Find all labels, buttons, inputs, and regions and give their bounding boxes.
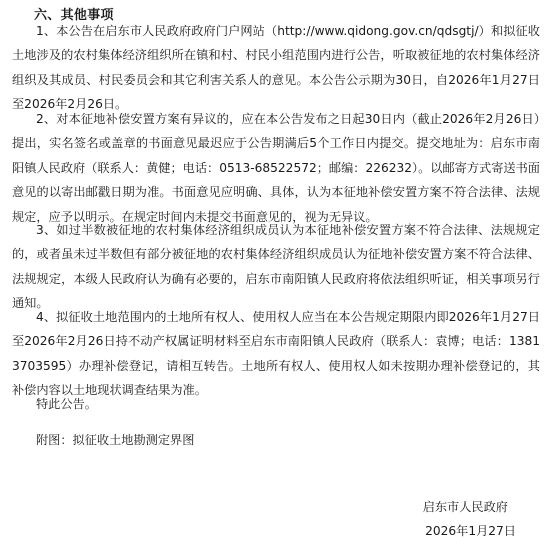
signature-date: 2026年1月27日	[425, 524, 516, 538]
paragraph-publication: 1、本公告在启东市人民政府政府门户网站（http://www.qidong.gov.cn/qdsgtj/）和拟征收土地涉及的农村集体经济组织所在镇和村、村民小组范围内进行公告，听取被征地的农村集体经济组织及其成员、村民委员会和其它利害关系人的意见。本公告公示期为30日，自2026年1月27日至2026年2月26日。	[12, 24, 540, 112]
paragraph-registration: 4、拟征收土地范围内的土地所有权人、使用权人应当在本公告规定期限内即2026年1月27日至2026年2月26日持不动产权属证明材料至启东市南阳镇人民政府（联系人：袁博；电话：13813703595）办理补偿登记，请相互转告。土地所有权人、使用权人如未按期办理补偿登记的，其补偿内容以土地现状调查结果为准。	[12, 310, 540, 398]
signature-organization: 启东市人民政府	[422, 500, 508, 514]
section-heading: 六、其他事项	[34, 8, 114, 23]
paragraph-objection: 2、对本征地补偿安置方案有异议的，应在本公告发布之日起30日内（截止2026年2月26日）提出，实名签名或盖章的书面意见最迟应于公告期满后5个工作日内提交。提交地址为：启东市南阳镇人民政府（联系人：黄健；电话：0513-68522572；邮编：226232）。以邮寄方式寄送书面意见的以寄出邮戳日期为准。书面意见应明确、具体，认为本征地补偿安置方案不符合法律、法规规定，应予以明示。在规定时间内未提交书面意见的，视为无异议。	[12, 112, 540, 224]
paragraph-attachment: 附图：拟征收土地勘测定界图	[36, 433, 195, 447]
paragraph-hearing: 3、如过半数被征地的农村集体经济组织成员认为本征地补偿安置方案不符合法律、法规规定的，或者虽未过半数但有部分被征地的农村集体经济组织成员认为征地补偿安置方案不符合法律、法规规定，本级人民政府认为确有必要的，启东市南阳镇人民政府将依法组织听证，相关事项另行通知。	[12, 223, 540, 311]
paragraph-closing: 特此公告。	[36, 397, 97, 411]
